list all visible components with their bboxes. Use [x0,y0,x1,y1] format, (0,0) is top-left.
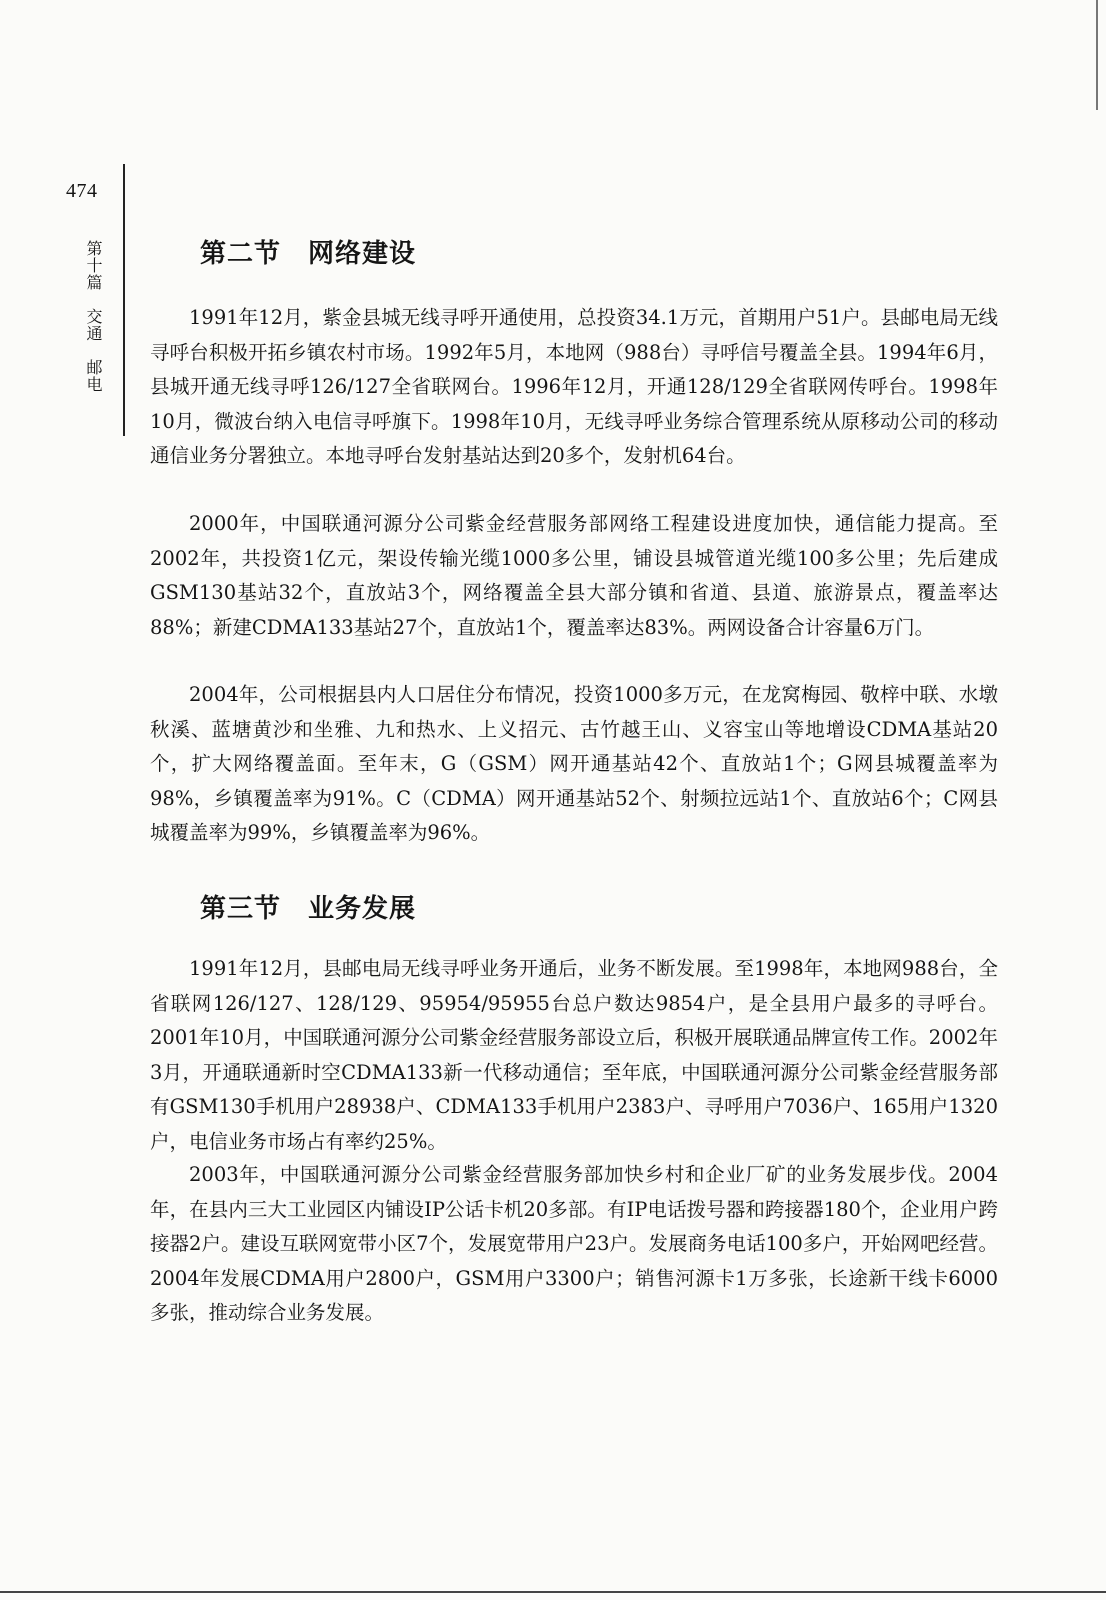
section-title-network-construction: 第二节 网络建设 [200,239,417,269]
side-divider [123,164,125,436]
page-bottom-edge [0,1591,1106,1593]
page-edge-shadow [1096,0,1098,110]
paragraph: 1991年12月，县邮电局无线寻呼业务开通后，业务不断发展。至1998年，本地网988台，全省联网126/127、128/129、95954/95955台总户数达9854户，是全县用户最多的寻呼台。2001年10月，中国联通河源分公司紫金经营服务部设立后，积极开展联通品牌宣传工作。2002年3月，开通联通新时空CDMA133新一代移动通信；至年底，中国联通河源分公司紫金经营服务部有GSM130手机用户28938户、CDMA133手机用户2383户、寻呼用户7036户、165用户1320户，电信业务市场占有率约25%。 [150,957,998,1153]
paragraph: 1991年12月，紫金县城无线寻呼开通使用，总投资34.1万元，首期用户51户。县邮电局无线寻呼台积极开拓乡镇农村市场。1992年5月，本地网（988台）寻呼信号覆盖全县。1994年6月，县城开通无线寻呼126/127全省联网台。1996年12月，开通128/129全省联网传呼台。1998年10月，微波台纳入电信寻呼旗下。1998年10月，无线寻呼业务综合管理系统从原移动公司的移动通信业务分署独立。本地寻呼台发射基站达到20多个，发射机64台。 [150,306,998,467]
chapter-side-label: 第十篇 交通 邮电 [84,240,103,393]
page-number: 474 [66,180,98,202]
paragraph: 2004年，公司根据县内人口居住分布情况，投资1000多万元，在龙窝梅园、敬梓中联、水墩秋溪、蓝塘黄沙和坐雅、九和热水、上义招元、古竹越王山、义容宝山等地增设CDMA基站20个，扩大网络覆盖面。至年末，G（GSM）网开通基站42个、直放站1个；G网县城覆盖率为98%，乡镇覆盖率为91%。C（CDMA）网开通基站52个、射频拉远站1个、直放站6个；C网县城覆盖率为99%，乡镇覆盖率为96%。 [150,683,998,844]
paragraph: 2000年，中国联通河源分公司紫金经营服务部网络工程建设进度加快，通信能力提高。至2002年，共投资1亿元，架设传输光缆1000多公里，铺设县城管道光缆100多公里；先后建成GSM130基站32个，直放站3个，网络覆盖全县大部分镇和省道、县道、旅游景点，覆盖率达88%；新建CDMA133基站27个，直放站1个，覆盖率达83%。两网设备合计容量6万门。 [150,512,998,639]
paragraph: 2003年，中国联通河源分公司紫金经营服务部加快乡村和企业厂矿的业务发展步伐。2004年，在县内三大工业园区内铺设IP公话卡机20多部。有IP电话拨号器和跨接器180个，企业用户跨接器2户。建设互联网宽带小区7个，发展宽带用户23户。发展商务电话100多户，开始网吧经营。2004年发展CDMA用户2800户，GSM用户3300户；销售河源卡1万多张，长途新干线卡6000多张，推动综合业务发展。 [150,1163,998,1324]
section-title-business-development: 第三节 业务发展 [200,894,417,924]
